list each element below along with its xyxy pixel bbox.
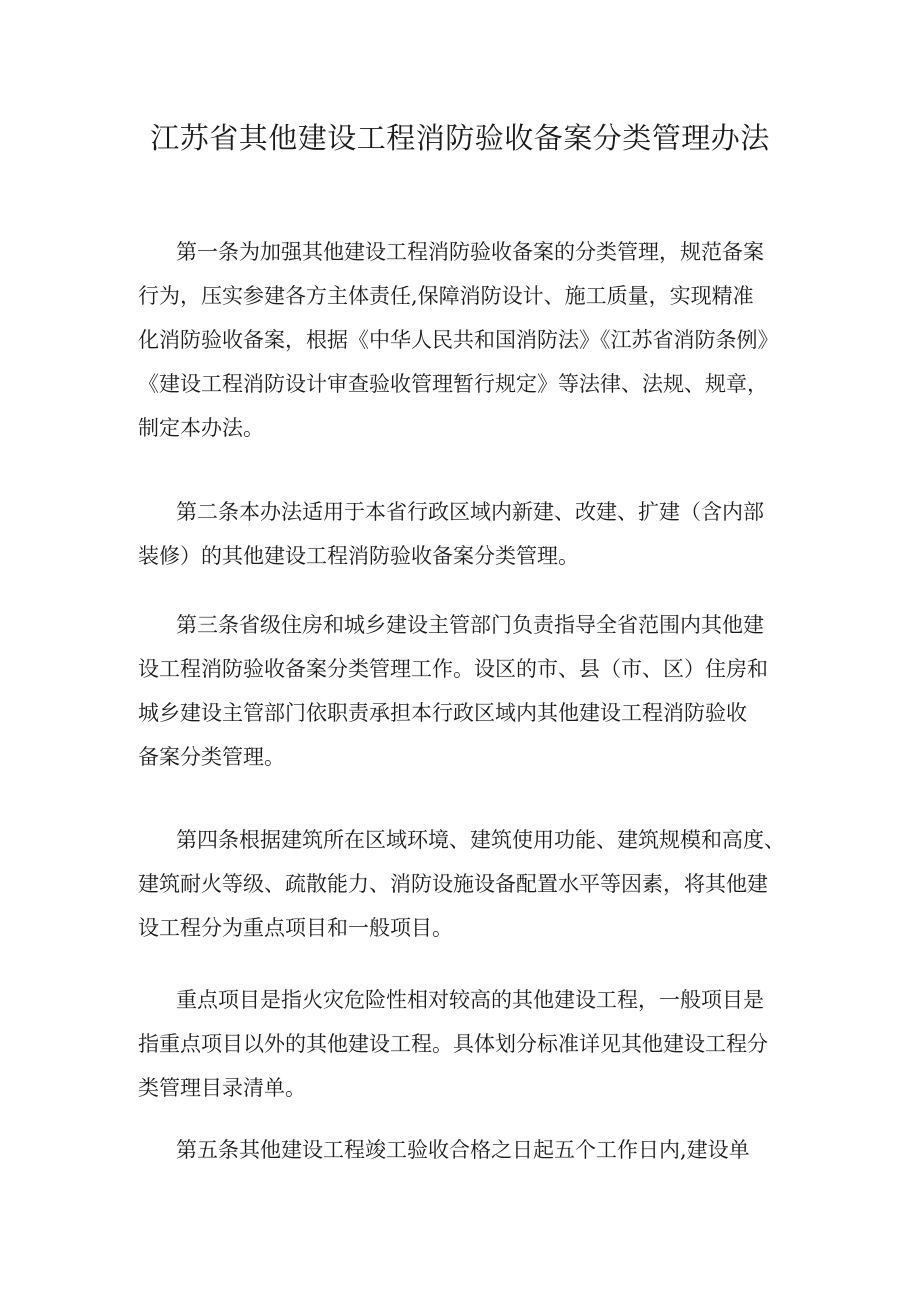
paragraph-line: 设工程消防验收备案分类管理工作。设区的市、县（市、区）住房和 [138,657,768,681]
paragraph-line: 装修）的其他建设工程消防验收备案分类管理。 [138,544,579,568]
paragraph-line: 第三条省级住房和城乡建设主管部门负责指导全省范围内其他建 [176,613,764,637]
paragraph-line: 第五条其他建设工程竣工验收合格之日起五个工作日内,建设单 [176,1138,750,1162]
paragraph-line: 类管理目录清单。 [138,1076,306,1100]
paragraph-line: 设工程分为重点项目和一般项目。 [138,916,453,940]
paragraph-line: 第二条本办法适用于本省行政区域内新建、改建、扩建（含内部 [176,500,764,524]
document-title: 江苏省其他建设工程消防验收备案分类管理办法 [150,121,770,155]
article-5-paragraph [138,1128,798,1172]
paragraph-line: 《建设工程消防设计审查验收管理暂行规定》等法律、法规、规章， [138,372,768,396]
project-definition-paragraph [138,978,798,1110]
paragraph-line: 建筑耐火等级、疏散能力、消防设施设备配置水平等因素，将其他建 [138,872,768,896]
paragraph-line: 制定本办法。 [138,416,264,440]
paragraph-line: 第一条为加强其他建设工程消防验收备案的分类管理，规范备案 [176,240,764,264]
paragraph-line: 第四条根据建筑所在区域环境、建筑使用功能、建筑规模和高度、 [176,828,785,852]
article-3-paragraph [138,603,798,779]
paragraph-line: 备案分类管理。 [138,745,285,769]
paragraph-line: 城乡建设主管部门依职责承担本行政区域内其他建设工程消防验收 [138,701,747,725]
article-1-paragraph [138,230,798,450]
paragraph-line: 化消防验收备案，根据《中华人民共和国消防法》《江苏省消防条例》 [138,328,779,352]
article-4-paragraph [138,818,798,950]
paragraph-line: 重点项目是指火灾危险性相对较高的其他建设工程，一般项目是 [176,988,764,1012]
paragraph-line: 指重点项目以外的其他建设工程。具体划分标准详见其他建设工程分 [138,1032,768,1056]
article-2-paragraph [138,490,798,578]
paragraph-line: 行为，压实参建各方主体责任,保障消防设计、施工质量，实现精准 [138,284,754,308]
